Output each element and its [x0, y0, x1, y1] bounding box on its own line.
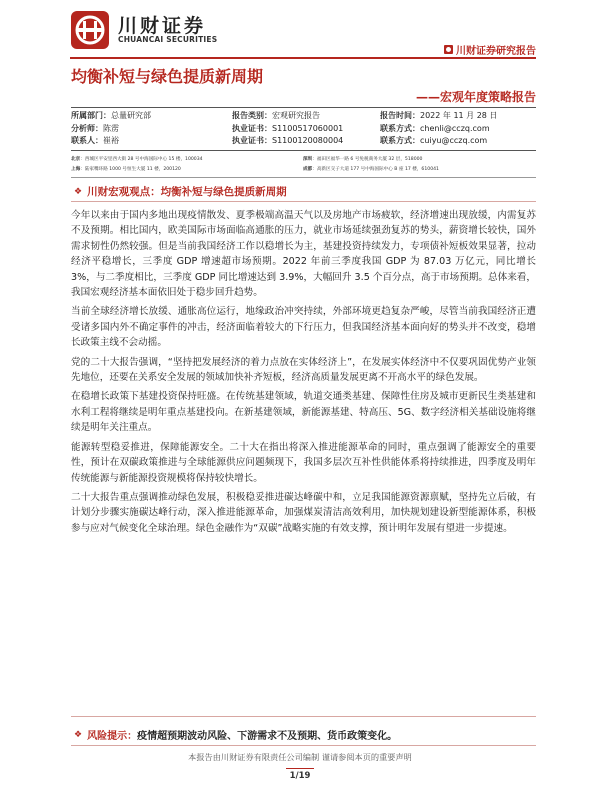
- body-paragraph: 二十大报告重点强调推动绿色发展，积极稳妥推进碳达峰碳中和，立足我国能源资源禀赋，坚持先立后破，有计划分步骤实施碳达峰行动，深入推进能源革命，加强煤炭清洁高效利用，加快规划建设新型能源体系，积极参与应对气候变化全球治理。绿色金融作为“双碳”战略实施的有效支撑，预计明年发展有望进一步提速。: [71, 491, 536, 534]
- brand-name-en: CHUANCAI SECURITIES: [118, 35, 218, 44]
- report-title: 均衡补短与绿色提质新周期: [71, 67, 264, 86]
- meta-label: 执业证书：: [232, 136, 272, 145]
- diamond-bullet-icon: ❖: [74, 729, 83, 740]
- meta-row: [71, 110, 536, 123]
- chuancai-logo-icon: [70, 10, 110, 50]
- brand-name-cn: 川财证券: [118, 15, 207, 37]
- meta-label: 联系方式：: [380, 123, 420, 133]
- office-addresses: [71, 155, 536, 174]
- meta-bottom-divider: [71, 150, 536, 151]
- section-heading: [74, 184, 287, 199]
- meta-label: 联系人：: [71, 136, 103, 145]
- page-header: [0, 0, 600, 58]
- meta-row: [71, 135, 536, 148]
- body-paragraph: 当前全球经济增长放缓、通胀高位运行，地缘政治冲突持续，外部环境更趋复杂严峻，尽管当前我国经济正遭受诸多国内外不确定事件的冲击，经济面临着较大的下行压力，但我国经济基本面向好的势头并不改变，稳增长政策主线不会动摇。: [71, 306, 536, 349]
- address-row: 北京：西城区平安里西大街 28 号中海国际中心 15 楼，100034 深圳：福田区福华一路 6 号免税商务大厦 32 层，518000: [71, 157, 423, 162]
- page-number-rule: [286, 768, 314, 769]
- address-row: 上海：陆家嘴环路 1000 号恒生大厦 11 楼，200120 成都：高新区交子大道 177 号中海国际中心 B 座 17 楼，610041: [71, 166, 439, 172]
- report-meta: [71, 110, 536, 148]
- address-city: 成都: [303, 166, 313, 172]
- meta-label: 执业证书：: [232, 123, 272, 133]
- meta-value: S1100120080004: [272, 136, 344, 145]
- meta-value: 陈雳: [103, 123, 119, 133]
- meta-value: 2022 年 11 月 28 日: [420, 111, 498, 120]
- section-divider: [71, 201, 536, 202]
- risk-divider-top: [71, 716, 536, 717]
- report-type-label: 川财证券研究报告: [456, 46, 536, 57]
- meta-value: 宏观研究报告: [272, 111, 320, 120]
- risk-text: 疫情超预期波动风险、下游需求不及预期、货币政策变化。: [137, 731, 398, 742]
- meta-value: chenli@cczq.com: [420, 123, 490, 133]
- meta-top-divider: [71, 107, 536, 108]
- meta-label: 所属部门：: [71, 111, 111, 120]
- address-text: 西城区平安里西大街 28 号中海国际中心 15 楼，100034: [84, 157, 203, 162]
- address-divider: [71, 177, 536, 178]
- meta-value: cuiyu@cczq.com: [420, 136, 488, 145]
- address-city: 上海: [71, 166, 81, 172]
- footer-disclaimer: 本报告由川财证券有限责任公司编制 谨请参阅本页的重要声明: [188, 752, 412, 762]
- body-paragraph: 今年以来由于国内多地出现疫情散发、夏季极端高温天气以及房地产市场疲软，经济增速出现放缓，内需复苏不及预期。相比国内，欧美国际市场面临高通胀的压力，就业市场延续强劲复苏的势头，薪资增长较快，国外需求韧性仍然较强。但是当前我国经济工作以稳增长为主，基建投资持续发力，专项债补短板效果显著，拉动经济平稳增长，三季度 GDP 增速超市场预期。2022 年前三季度我国 GDP 为 87.03 万亿元，同比增长 3%，与二季度相比，三季度 GDP 同比增速达到 3.9%，大幅回升 3.5 个百分点，高于市场预期。总体来看，我国宏观经济基本面依旧处于稳步回升趋势。: [71, 210, 536, 299]
- diamond-bullet-icon: ❖: [74, 186, 83, 197]
- body-paragraph: 党的二十大报告强调，“坚持把发展经济的着力点放在实体经济上”，在发展实体经济中不仅要巩固优势产业领先地位，还要在关系安全发展的领域加快补齐短板，经济高质量发展更离不开高水平的绿色发展。: [71, 356, 536, 384]
- report-type-tag: [444, 42, 536, 57]
- address-city: 北京: [71, 157, 81, 162]
- risk-label: 风险提示：: [87, 731, 138, 742]
- meta-label: 分析师：: [71, 123, 103, 133]
- page-number: 1/19: [289, 771, 311, 781]
- meta-value: S1100517060001: [272, 123, 344, 133]
- meta-label: 报告时间：: [380, 111, 420, 120]
- meta-label: 联系方式：: [380, 136, 420, 145]
- header-divider: [70, 57, 536, 59]
- body-paragraph: 在稳增长政策下基建投资保持旺盛。在传统基建领域，轨道交通类基建、保障性住房及城市更新民生类基建和水利工程将继续是明年重点基建投向。在新基建领域，新能源基建、特高压、5G、数字经济相关基础设施将继续是明年关注重点。: [71, 391, 536, 434]
- meta-label: 报告类别：: [232, 111, 272, 120]
- report-subtitle: ——宏观年度策略报告: [415, 90, 536, 104]
- address-text: 陆家嘴环路 1000 号恒生大厦 11 楼，200120: [84, 166, 181, 172]
- risk-warning: [74, 727, 397, 742]
- address-text: 福田区福华一路 6 号免税商务大厦 32 层，518000: [316, 157, 423, 162]
- risk-divider-bottom: [71, 745, 536, 746]
- meta-value: 崔裕: [103, 136, 119, 145]
- body-paragraph: 能源转型稳妥推进，保障能源安全。二十大在指出将深入推进能源革命的同时，重点强调了能源安全的重要性，预计在双碳政策推进与全球能源供应问题频现下，我国多层次互补性供能体系将持续推进，四季度及明年传统能源与新能源投资规模将保持较快增长。: [71, 441, 536, 484]
- meta-row: [71, 123, 536, 136]
- address-text: 高新区交子大道 177 号中海国际中心 B 座 17 楼，610041: [316, 166, 439, 172]
- brand-bullet-icon: [444, 45, 453, 54]
- section-heading-text: 川财宏观观点：均衡补短与绿色提质新周期: [87, 186, 287, 198]
- report-body: [71, 208, 536, 540]
- address-city: 深圳: [303, 157, 313, 162]
- meta-value: 总量研究部: [111, 111, 151, 120]
